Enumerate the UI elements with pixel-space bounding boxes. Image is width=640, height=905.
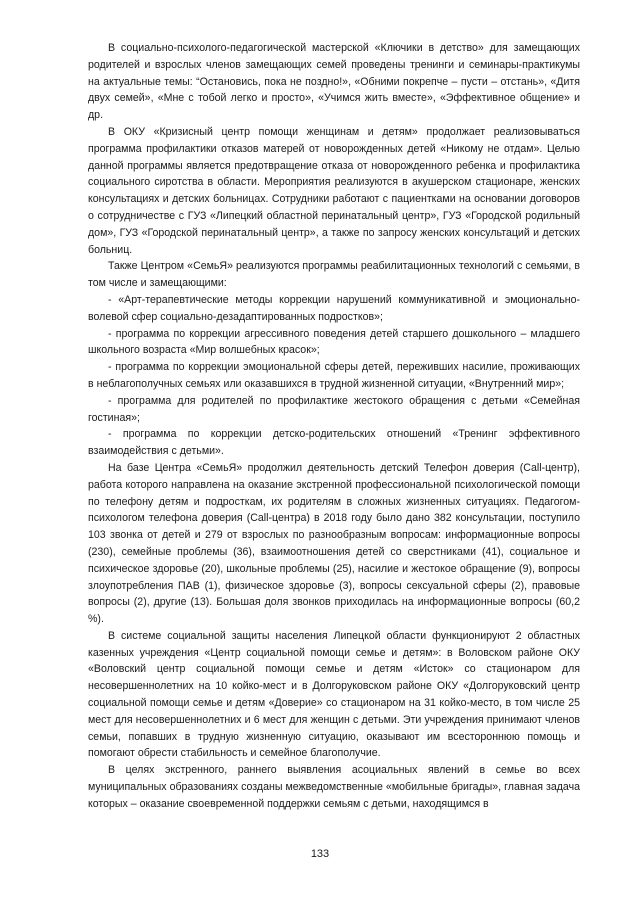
paragraph-helpline: На базе Центра «СемьЯ» продолжил деятельность детский Телефон доверия (Call-центр), работа которого направлена на оказание экстренной профессиональной психологической помощи по телефону детям и подросткам, их родителям в сложных жизненных ситуациях. Педагогом-психологом телефона доверия (Call-центра) в 2018 году было дано 382 консультации, поступило 103 звонка от детей и 279 от взрослых по разнообразным вопросам: информационные вопросы (230), семейные проблемы (36), взаимоотношения детей со сверстниками (41), социальное и психическое здоровье (20), школьные проблемы (25), насилие и жестокое обращение (9), вопросы злоупотребления ПАВ (1), физическое здоровье (3), вопросы сексуальной сферы (2), правовые вопросы (2), другие (13). Большая доля звонков приходилась на информационные вопросы (60,2 %). — [88, 461, 580, 626]
list-item-art-therapy: - «Арт-терапевтические методы коррекции нарушений коммуникативной и эмоционально-волевой сфер социально-дезадаптированных подростков»; — [88, 293, 580, 323]
list-item-aggression-program: - программа по коррекции агрессивного поведения детей старшего дошкольного – младшего школьного возраста «Мир волшебных красок»; — [88, 327, 580, 357]
paragraph-semya-programs-intro: Также Центром «СемьЯ» реализуются программы реабилитационных технологий с семьями, в том числе и замещающими: — [88, 260, 580, 290]
list-item-inner-world: - программа по коррекции эмоциональной сферы детей, переживших насилие, проживающих в неблагополучных семьях или оказавшихся в трудной жизненной ситуации, «Внутренний мир»; — [88, 361, 580, 390]
paragraph-workshop-trainings: В социально-психолого-педагогической мастерской «Ключики в детство» для замещающих родителей и взрослых членов замещающих семей проведены тренинги и семинары-практикумы на актуальные темы: “Остановись, пока не поздно!», «Обними покрепче – пусти – отстань», «Дитя двух семей», «Мне с тобой легко и просто», «Учимся жить вместе», «Эффективное общение» и др. — [88, 42, 580, 122]
paragraph-social-protection: В системе социальной защиты населения Липецкой области функционируют 2 областных казенных учреждения «Центр социальной помощи семье и детям»: в Воловском районе ОКУ «Воловский центр социальной помощи семье и детям «Исток» со стационаром для несовершеннолетних на 10 койко-мест и в Долгоруковском районе ОКУ «Долгоруковский центр социальной помощи семье и детям «Доверие» со стационаром на 31 койко-место, в том числе 25 мест для несовершеннолетних и 6 мест для женщин с детьми. Эти учреждения принимают членов семьи, попавших в трудную жизненную ситуацию, оказывают им всестороннюю помощь и помогают обрести стабильность и семейное благополучие. — [88, 629, 580, 760]
page-body — [88, 40, 580, 813]
paragraph-crisis-center: В ОКУ «Кризисный центр помощи женщинам и детям» продолжает реализовываться программа профилактики отказов матерей от новорожденных детей «Никому не отдам». Целью данной программы является предотвращение отказа от новорожденного ребенка и профилактика социального сиротства в области. Мероприятия реализуются в акушерском стационаре, женских консультациях и детских больницах. Сотрудники работают с пациентками на основании договоров о сотрудничестве с ГУЗ «Липецкий областной перинатальный центр», ГУЗ «Городской родильный дом», ГУЗ «Городской перинатальный центр», а также по запросу женских консультаций и детских больниц. — [88, 125, 580, 256]
list-item-effective-interaction: - программа по коррекции детско-родительских отношений «Тренинг эффективного взаимодействия с детьми». — [88, 428, 580, 458]
paragraph-mobile-brigades: В целях экстренного, раннего выявления асоциальных явлений в семье во всех муниципальных образованиях созданы межведомственные «мобильные бригады», главная задача которых – оказание своевременной поддержки семьям с детьми, находящимся в — [88, 764, 580, 810]
page-number: 133 — [310, 848, 330, 860]
list-item-family-lounge: - программа для родителей по профилактике жестокого обращения с детьми «Семейная гостиная»; — [88, 394, 580, 424]
